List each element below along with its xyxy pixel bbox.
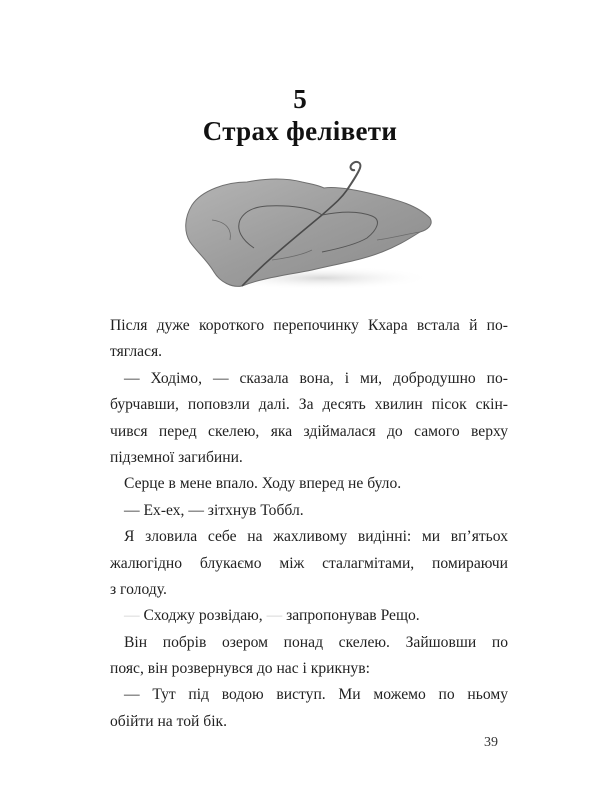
dialogue-attribution: запропонував Рещо.: [286, 607, 420, 625]
text-line: Серце в мене впало. Ходу вперед не було.: [124, 475, 402, 493]
text-line-dialogue: [110, 603, 508, 629]
text-line: Я зловила себе на жахливому видінні: ми вп’ятьох: [124, 528, 508, 546]
text-line: чився перед скелею, яка здіймалася до самого верху: [110, 422, 508, 440]
dialogue-text: Сходжу розвідаю,: [143, 607, 263, 625]
chapter-body: [110, 313, 508, 735]
page-number: 39: [484, 735, 498, 750]
em-dash: —: [266, 607, 283, 625]
text-line: підземної загибини.: [110, 448, 243, 466]
text-line: з голоду.: [110, 580, 167, 598]
text-line: пояс, він розвернувся до нас і крикнув:: [110, 660, 370, 678]
chapter-number: 5: [293, 84, 307, 114]
text-line: тяглася.: [110, 343, 163, 361]
text-line: жалюгідно блукаємо між сталагмітами, помираючи: [110, 554, 508, 572]
leaf-illustration-icon: [172, 160, 442, 295]
text-line: бурчавши, поповзли далі. За десять хвилин пісок скін-: [110, 396, 508, 414]
text-line: обійти на той бік.: [110, 712, 228, 730]
text-line: Він побрів озером понад скелею. Зайшовши по: [124, 633, 508, 651]
text-line: Після дуже короткого перепочинку Кхара встала й по-: [110, 317, 508, 334]
text-line: — Тут під водою виступ. Ми можемо по ньому: [124, 686, 508, 704]
chapter-title: Страх фелівети: [202, 116, 398, 146]
em-dash: —: [124, 607, 140, 625]
text-line: — Ходімо, — сказала вона, і ми, добродушно по-: [124, 369, 508, 387]
text-line: — Ех-ех, — зітхнув Тоббл.: [124, 501, 304, 519]
